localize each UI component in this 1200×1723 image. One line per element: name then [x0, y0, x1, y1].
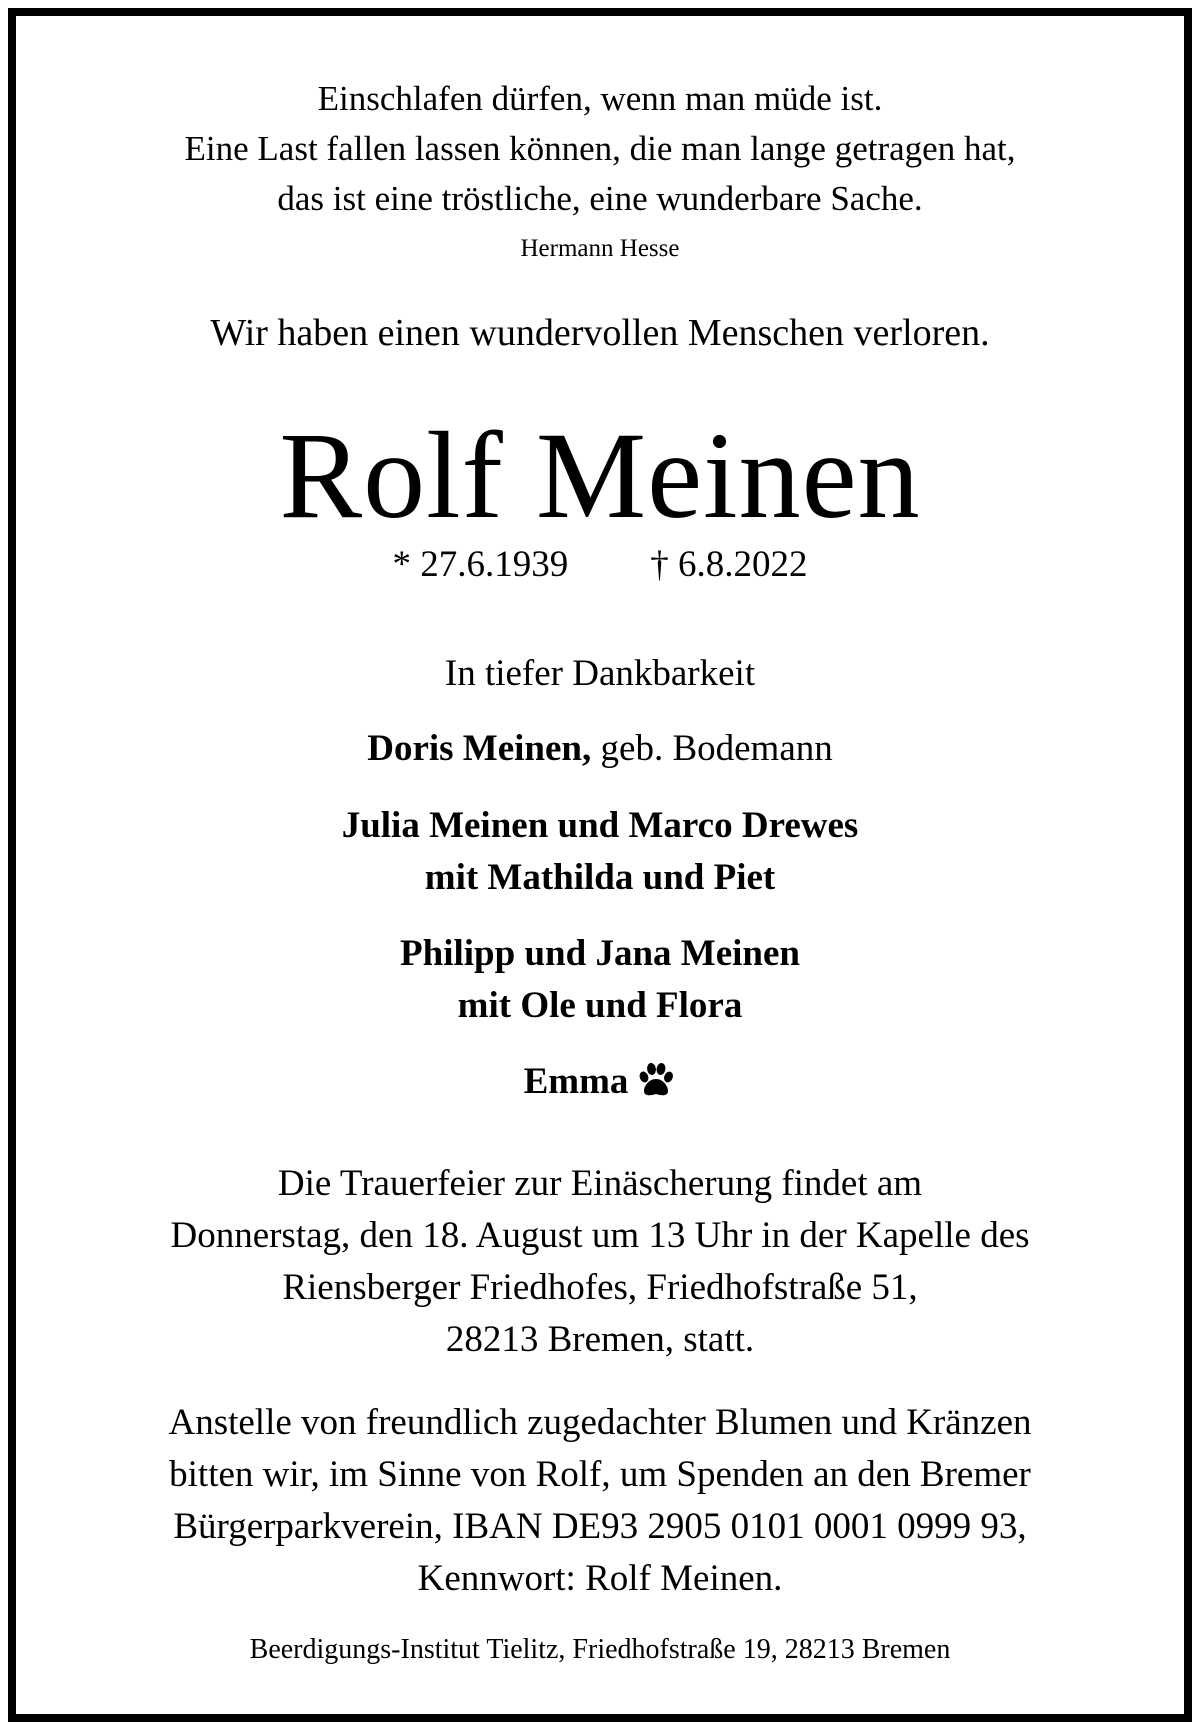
- quote-line: Einschlafen dürfen, wenn man müde ist.: [317, 79, 883, 118]
- paw-icon: [636, 1060, 676, 1100]
- quote-author: Hermann Hesse: [520, 235, 680, 262]
- service-line: Donnerstag, den 18. August um 13 Uhr in der Kapelle des: [170, 1215, 1030, 1256]
- family-spouse: [16, 725, 1184, 773]
- donation-line: Bürgerparkverein, IBAN DE93 2905 0101 0001 0999 93,: [173, 1506, 1027, 1547]
- donation-notice: [16, 1397, 1184, 1605]
- donation-line: Anstelle von freundlich zugedachter Blumen und Kränzen: [168, 1402, 1032, 1443]
- family-group-julia: [16, 800, 1184, 904]
- family-line: Julia Meinen und Marco Drewes: [341, 805, 859, 846]
- spouse-maiden-name: geb. Bodemann: [600, 728, 833, 769]
- pet-name: Emma: [523, 1061, 629, 1102]
- family-group-philipp: [16, 928, 1184, 1032]
- quote: [16, 74, 1184, 224]
- obituary-frame: [8, 8, 1192, 1722]
- service-line: 28213 Bremen, statt.: [445, 1319, 755, 1360]
- quote-line: Eine Last fallen lassen können, die man lange getragen hat,: [184, 129, 1016, 168]
- quote-line: das ist eine tröstliche, eine wunderbare Sache.: [277, 179, 923, 218]
- funeral-home: Beerdigungs-Institut Tielitz, Friedhofstraße 19, 28213 Bremen: [249, 1634, 951, 1665]
- thanks-line: In tiefer Dankbarkeit: [444, 653, 756, 694]
- deceased-name: Rolf Meinen: [279, 407, 921, 544]
- family-pet: [16, 1056, 1184, 1108]
- spouse-name: Doris Meinen,: [367, 728, 592, 769]
- donation-line: bitten wir, im Sinne von Rolf, um Spenden an den Bremer: [169, 1454, 1031, 1495]
- intro-text: Wir haben einen wundervollen Menschen verloren.: [210, 312, 990, 354]
- service-notice: [16, 1158, 1184, 1366]
- death-date: † 6.8.2022: [650, 544, 808, 585]
- family-line: mit Mathilda und Piet: [424, 857, 776, 898]
- birth-date: * 27.6.1939: [392, 544, 569, 585]
- service-line: Die Trauerfeier zur Einäscherung findet am: [277, 1163, 923, 1204]
- family-line: Philipp und Jana Meinen: [400, 933, 800, 974]
- life-dates: [16, 542, 1184, 588]
- donation-line: Kennwort: Rolf Meinen.: [417, 1558, 783, 1599]
- service-line: Riensberger Friedhofes, Friedhofstraße 51,: [282, 1267, 918, 1308]
- family-line: mit Ole und Flora: [457, 985, 743, 1026]
